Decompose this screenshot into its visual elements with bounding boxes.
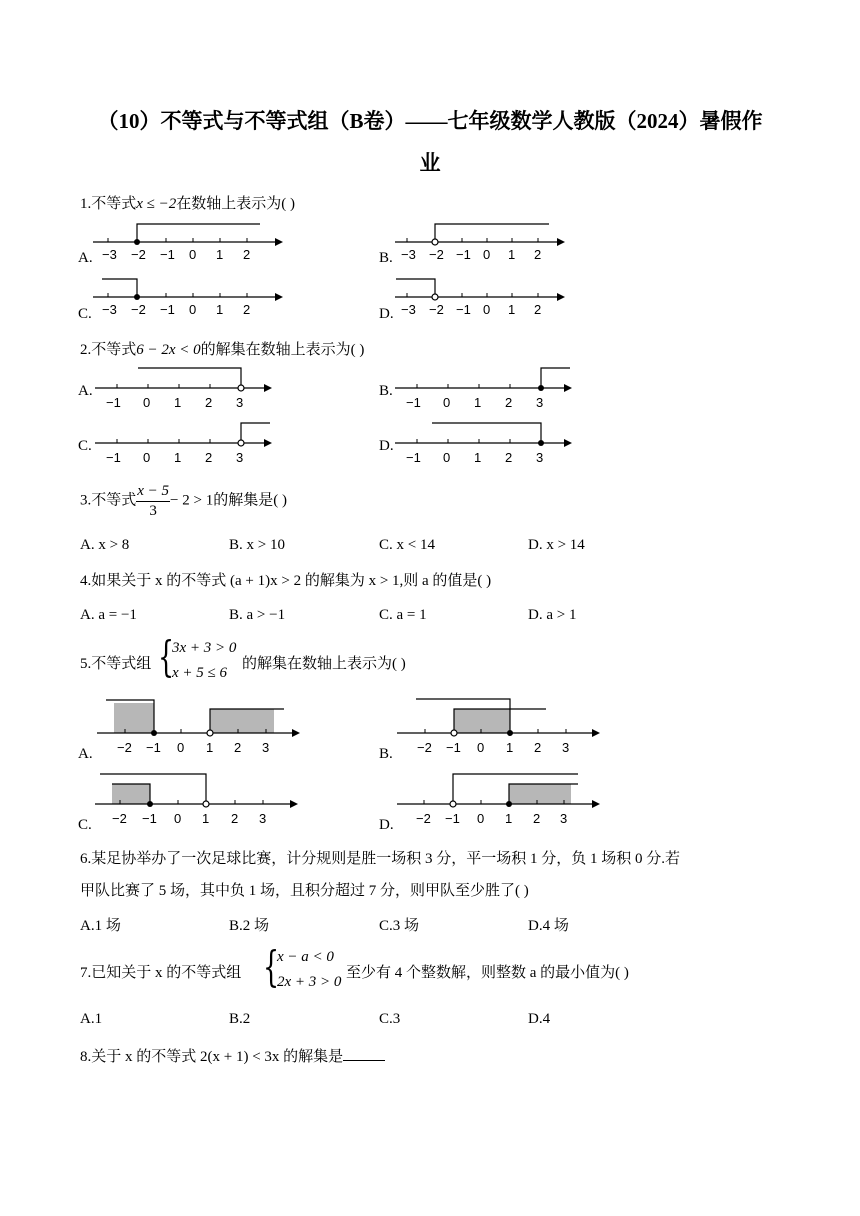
q4-option-a[interactable]: A. a = −1 bbox=[80, 607, 137, 623]
q1-option-c-label[interactable]: C. bbox=[78, 306, 92, 322]
q5-option-a-label[interactable]: A. bbox=[78, 746, 93, 762]
q5-option-d-number-line bbox=[394, 770, 609, 832]
q7-stem-prefix: 7.已知关于 x 的不等式组 bbox=[80, 965, 242, 981]
svg-text:1: 1 bbox=[508, 247, 516, 262]
q3-option-a[interactable]: A. x > 8 bbox=[80, 537, 130, 553]
svg-text:1: 1 bbox=[505, 811, 513, 826]
svg-text:1: 1 bbox=[474, 395, 482, 410]
svg-text:2: 2 bbox=[243, 247, 251, 262]
q5-option-d-label[interactable]: D. bbox=[379, 817, 394, 833]
svg-text:0: 0 bbox=[477, 740, 485, 755]
q3-option-d[interactable]: D. x > 14 bbox=[528, 537, 585, 553]
q3-option-c[interactable]: C. x < 14 bbox=[379, 537, 435, 553]
svg-text:1: 1 bbox=[174, 450, 182, 465]
q2-option-b-number-line bbox=[392, 364, 582, 412]
svg-text:3: 3 bbox=[560, 811, 568, 826]
q4-option-c[interactable]: C. a = 1 bbox=[379, 607, 427, 623]
svg-text:3: 3 bbox=[262, 740, 270, 755]
q2-stem: 2.不等式6 − 2x < 0的解集在数轴上表示为( ) bbox=[80, 342, 365, 358]
q5-system-line-1: 3x + 3 > 0 bbox=[172, 640, 237, 656]
svg-text:2: 2 bbox=[505, 395, 513, 410]
svg-text:2: 2 bbox=[534, 247, 542, 262]
svg-text:0: 0 bbox=[143, 395, 151, 410]
svg-text:−2: −2 bbox=[112, 811, 127, 826]
svg-text:−1: −1 bbox=[106, 395, 121, 410]
q7-system-line-2: 2x + 3 > 0 bbox=[277, 974, 342, 990]
q6-option-b[interactable]: B.2 场 bbox=[229, 918, 270, 934]
svg-text:−2: −2 bbox=[417, 740, 432, 755]
svg-text:0: 0 bbox=[189, 247, 197, 262]
q1-option-a-number-line bbox=[90, 220, 290, 264]
svg-text:−1: −1 bbox=[160, 247, 175, 262]
svg-text:−1: −1 bbox=[146, 740, 161, 755]
svg-text:2: 2 bbox=[533, 811, 541, 826]
page-title: （10）不等式与不等式组（B卷）——七年级数学人教版（2024）暑假作 bbox=[97, 109, 763, 133]
svg-text:−2: −2 bbox=[131, 247, 146, 262]
q1-option-c-number-line bbox=[90, 275, 290, 319]
svg-text:−2: −2 bbox=[131, 302, 146, 317]
q1-option-d-number-line bbox=[392, 275, 592, 319]
q7-option-b[interactable]: B.2 bbox=[229, 1011, 251, 1027]
svg-text:−3: −3 bbox=[102, 247, 117, 262]
svg-text:1: 1 bbox=[506, 740, 514, 755]
svg-text:2: 2 bbox=[205, 450, 213, 465]
q6-option-a[interactable]: A.1 场 bbox=[80, 918, 121, 934]
q7-option-d[interactable]: D.4 bbox=[528, 1011, 551, 1027]
svg-text:1: 1 bbox=[474, 450, 482, 465]
q4-option-b[interactable]: B. a > −1 bbox=[229, 607, 286, 623]
svg-text:1: 1 bbox=[216, 302, 224, 317]
q5-system-line-2: x + 5 ≤ 6 bbox=[172, 665, 228, 681]
q1-option-a-label[interactable]: A. bbox=[78, 250, 93, 266]
svg-text:1: 1 bbox=[216, 247, 224, 262]
svg-text:2: 2 bbox=[243, 302, 251, 317]
svg-text:3: 3 bbox=[536, 450, 544, 465]
q6-stem-line-2: 甲队比赛了 5 场，其中负 1 场，且积分超过 7 分，则甲队至少胜了( ) bbox=[80, 883, 529, 899]
svg-text:0: 0 bbox=[174, 811, 182, 826]
q5-stem-suffix: 的解集在数轴上表示为( ) bbox=[242, 656, 406, 672]
q2-option-b-label[interactable]: B. bbox=[379, 383, 393, 399]
q7-stem-suffix: 至少有 4 个整数解，则整数 a 的最小值为( ) bbox=[346, 965, 629, 981]
svg-text:0: 0 bbox=[177, 740, 185, 755]
q1-option-b-number-line bbox=[392, 220, 592, 264]
svg-text:−3: −3 bbox=[401, 247, 416, 262]
svg-text:2: 2 bbox=[234, 740, 242, 755]
svg-text:1: 1 bbox=[174, 395, 182, 410]
svg-text:−3: −3 bbox=[102, 302, 117, 317]
svg-text:1: 1 bbox=[206, 740, 214, 755]
svg-text:−2: −2 bbox=[117, 740, 132, 755]
q6-option-c[interactable]: C.3 场 bbox=[379, 918, 420, 934]
svg-text:−1: −1 bbox=[142, 811, 157, 826]
svg-text:0: 0 bbox=[477, 811, 485, 826]
q5-option-c-number-line bbox=[92, 770, 307, 832]
q2-option-c-label[interactable]: C. bbox=[78, 438, 92, 454]
q5-option-b-number-line bbox=[394, 693, 609, 763]
q8-stem: 8.关于 x 的不等式 2(x + 1) < 3x 的解集是 bbox=[80, 1045, 385, 1066]
q2-option-c-number-line bbox=[92, 419, 282, 467]
svg-text:2: 2 bbox=[505, 450, 513, 465]
svg-text:1: 1 bbox=[202, 811, 210, 826]
q6-option-d[interactable]: D.4 场 bbox=[528, 918, 569, 934]
q4-stem: 4.如果关于 x 的不等式 (a + 1)x > 2 的解集为 x > 1,则 a 的值是( ) bbox=[80, 573, 492, 589]
svg-text:0: 0 bbox=[443, 450, 451, 465]
svg-text:3: 3 bbox=[259, 811, 267, 826]
q2-option-d-number-line bbox=[392, 419, 582, 467]
svg-text:3: 3 bbox=[536, 395, 544, 410]
svg-text:0: 0 bbox=[483, 247, 491, 262]
svg-text:−2: −2 bbox=[416, 811, 431, 826]
q7-system-line-1: x − a < 0 bbox=[277, 949, 334, 965]
svg-text:−2: −2 bbox=[429, 302, 444, 317]
svg-text:2: 2 bbox=[205, 395, 213, 410]
q7-option-c[interactable]: C.3 bbox=[379, 1011, 401, 1027]
q7-brace: { bbox=[263, 942, 280, 991]
svg-text:3: 3 bbox=[562, 740, 570, 755]
q1-stem: 1.不等式x ≤ −2在数轴上表示为( ) bbox=[80, 196, 296, 212]
q5-option-c-label[interactable]: C. bbox=[78, 817, 92, 833]
svg-text:−3: −3 bbox=[401, 302, 416, 317]
q5-option-b-label[interactable]: B. bbox=[379, 746, 393, 762]
q5-option-a-number-line bbox=[94, 693, 309, 763]
svg-text:−1: −1 bbox=[406, 450, 421, 465]
q3-fraction: $\frac{x - 5}{3}$ bbox=[137, 483, 170, 519]
svg-text:0: 0 bbox=[189, 302, 197, 317]
svg-text:−1: −1 bbox=[160, 302, 175, 317]
svg-text:2: 2 bbox=[231, 811, 239, 826]
q6-stem-line-1: 6.某足协举办了一次足球比赛，计分规则是胜一场积 3 分，平一场积 1 分，负 1 场积 0 分.若 bbox=[80, 851, 681, 867]
svg-text:3: 3 bbox=[236, 395, 244, 410]
q8-answer-blank[interactable] bbox=[343, 1046, 385, 1061]
svg-text:0: 0 bbox=[143, 450, 151, 465]
svg-text:0: 0 bbox=[483, 302, 491, 317]
q2-option-d-label[interactable]: D. bbox=[379, 438, 394, 454]
q3-stem: 3.不等式 $\frac{x - 5}{3}$ − 2 > 1的解集是( ) bbox=[80, 483, 287, 519]
q3-option-b[interactable]: B. x > 10 bbox=[229, 537, 285, 553]
q2-option-a-label[interactable]: A. bbox=[78, 383, 93, 399]
svg-text:−2: −2 bbox=[429, 247, 444, 262]
svg-text:−1: −1 bbox=[445, 811, 460, 826]
svg-text:2: 2 bbox=[534, 302, 542, 317]
svg-text:−1: −1 bbox=[446, 740, 461, 755]
q7-option-a[interactable]: A.1 bbox=[80, 1011, 103, 1027]
page-title-continuation: 业 bbox=[419, 151, 441, 175]
q2-option-a-number-line bbox=[92, 364, 282, 412]
q5-brace: { bbox=[158, 632, 175, 681]
svg-text:−1: −1 bbox=[106, 450, 121, 465]
svg-text:3: 3 bbox=[236, 450, 244, 465]
q5-stem-prefix: 5.不等式组 bbox=[80, 656, 152, 672]
svg-text:0: 0 bbox=[443, 395, 451, 410]
q1-option-b-label[interactable]: B. bbox=[379, 250, 393, 266]
svg-text:2: 2 bbox=[534, 740, 542, 755]
svg-text:−1: −1 bbox=[406, 395, 421, 410]
svg-text:1: 1 bbox=[508, 302, 516, 317]
q4-option-d[interactable]: D. a > 1 bbox=[528, 607, 577, 623]
svg-text:−1: −1 bbox=[456, 247, 471, 262]
svg-text:−1: −1 bbox=[456, 302, 471, 317]
q1-option-d-label[interactable]: D. bbox=[379, 306, 394, 322]
